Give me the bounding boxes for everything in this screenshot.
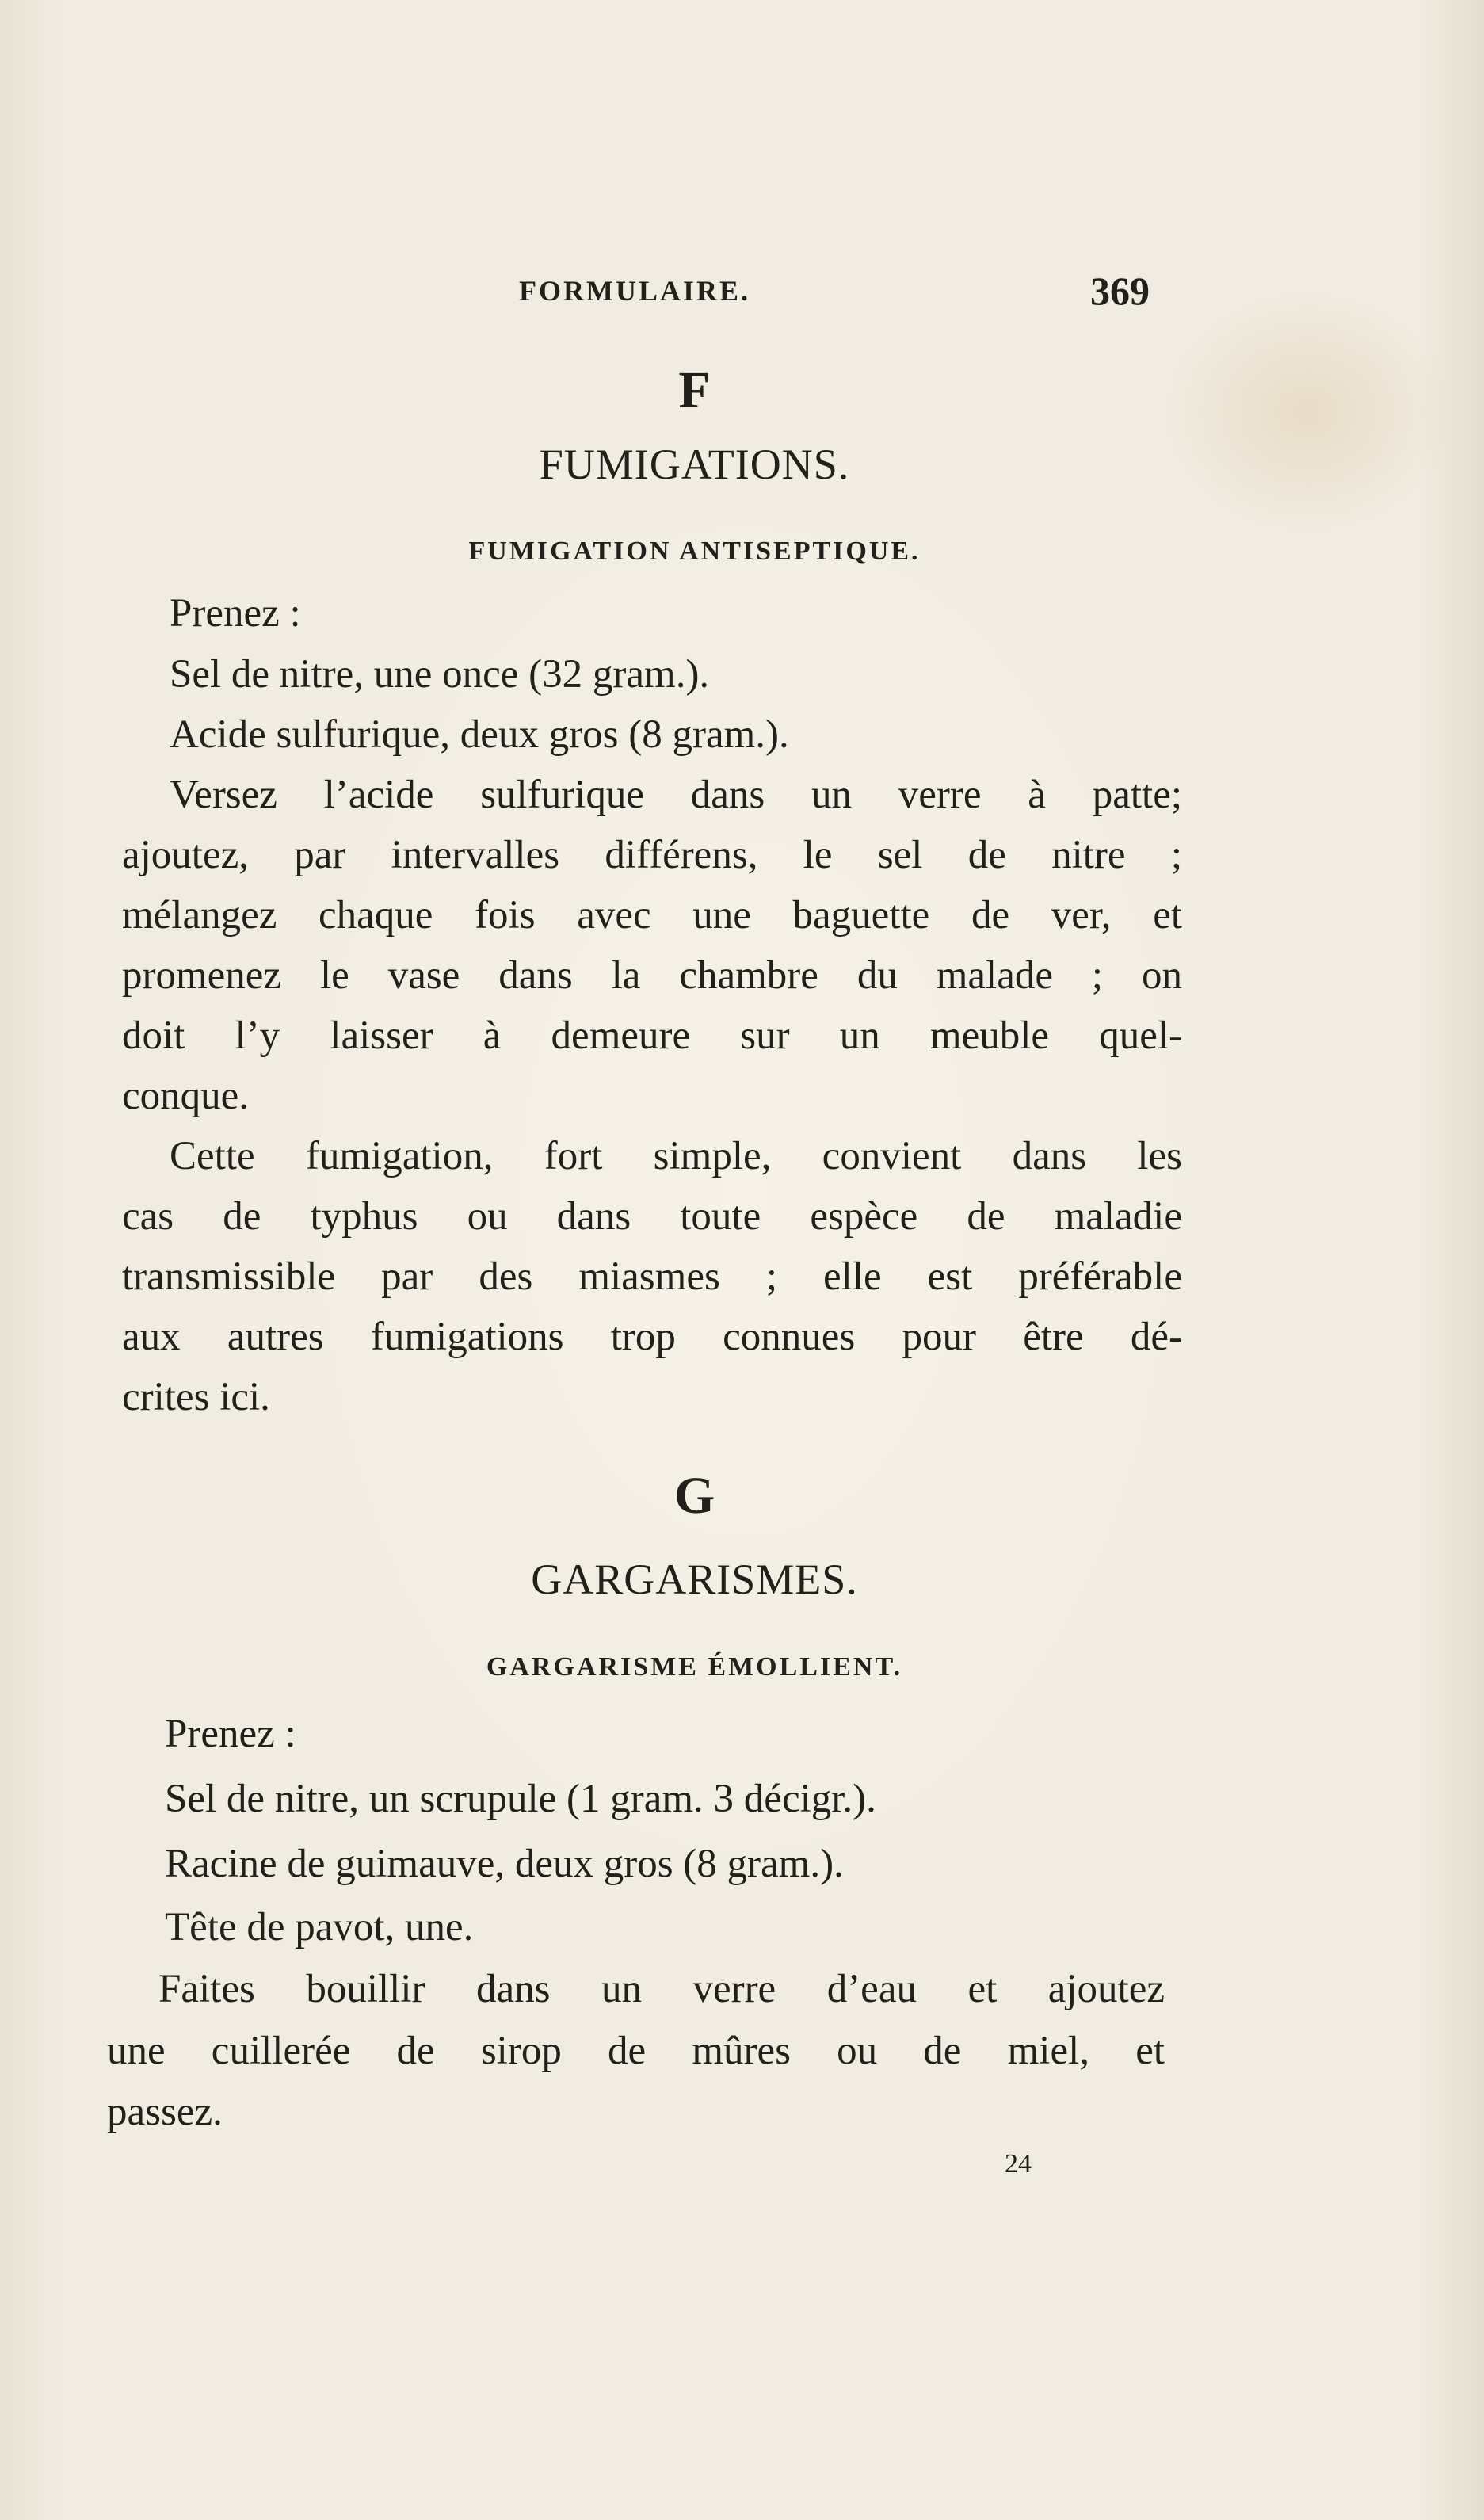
paragraph-line: cas de typhus ou dans toute espèce de maladie (122, 1194, 1182, 1239)
paragraph-line: aux autres fumigations trop connues pour être dé- (122, 1315, 1182, 1359)
recipe-line: Prenez : (170, 591, 301, 636)
ingredient-line: Tête de pavot, une. (165, 1905, 474, 1949)
paragraph-line: Faites bouillir dans un verre d’eau et ajoutez (158, 1967, 1165, 2011)
signature-mark: 24 (1005, 2149, 1032, 2178)
running-title: FORMULAIRE. (519, 275, 750, 307)
ingredient-line: Racine de guimauve, deux gros (8 gram.). (165, 1842, 844, 1886)
ingredient-line: Sel de nitre, un scrupule (1 gram. 3 décigr.). (165, 1777, 876, 1821)
paragraph-line: passez. (107, 2090, 223, 2134)
paragraph-line: une cuillerée de sirop de mûres ou de miel, et (107, 2029, 1165, 2073)
paragraph-line: promenez le vase dans la chambre du malade ; on (122, 953, 1182, 998)
section-title-fumigations: FUMIGATIONS. (539, 441, 850, 488)
paragraph-line: doit l’y laisser à demeure sur un meuble quel- (122, 1014, 1182, 1058)
subsection-title-gargarisme-emollient: GARGARISME ÉMOLLIENT. (486, 1652, 903, 1682)
paragraph-line: Cette fumigation, fort simple, convient dans les (170, 1134, 1182, 1178)
section-letter-f: F (678, 361, 711, 419)
page-number: 369 (1090, 269, 1150, 313)
paragraph-line: Versez l’acide sulfurique dans un verre à patte; (170, 773, 1182, 817)
paragraph-line: crites ici. (122, 1375, 270, 1419)
subsection-title-fumigation-antiseptique: FUMIGATION ANTISEPTIQUE. (468, 536, 921, 566)
paragraph-line: mélangez chaque fois avec une baguette de ver, et (122, 893, 1182, 937)
recipe-line: Prenez : (165, 1712, 296, 1756)
paragraph-line: ajoutez, par intervalles différens, le sel de nitre ; (122, 833, 1182, 877)
ingredient-line: Sel de nitre, une once (32 gram.). (170, 652, 710, 697)
paragraph-line: transmissible par des miasmes ; elle est préférable (122, 1254, 1182, 1299)
running-header (0, 268, 1484, 315)
section-letter-g: G (673, 1467, 715, 1525)
section-title-gargarismes: GARGARISMES. (531, 1556, 858, 1603)
paragraph-line: conque. (122, 1074, 250, 1118)
ingredient-line: Acide sulfurique, deux gros (8 gram.). (170, 712, 789, 757)
